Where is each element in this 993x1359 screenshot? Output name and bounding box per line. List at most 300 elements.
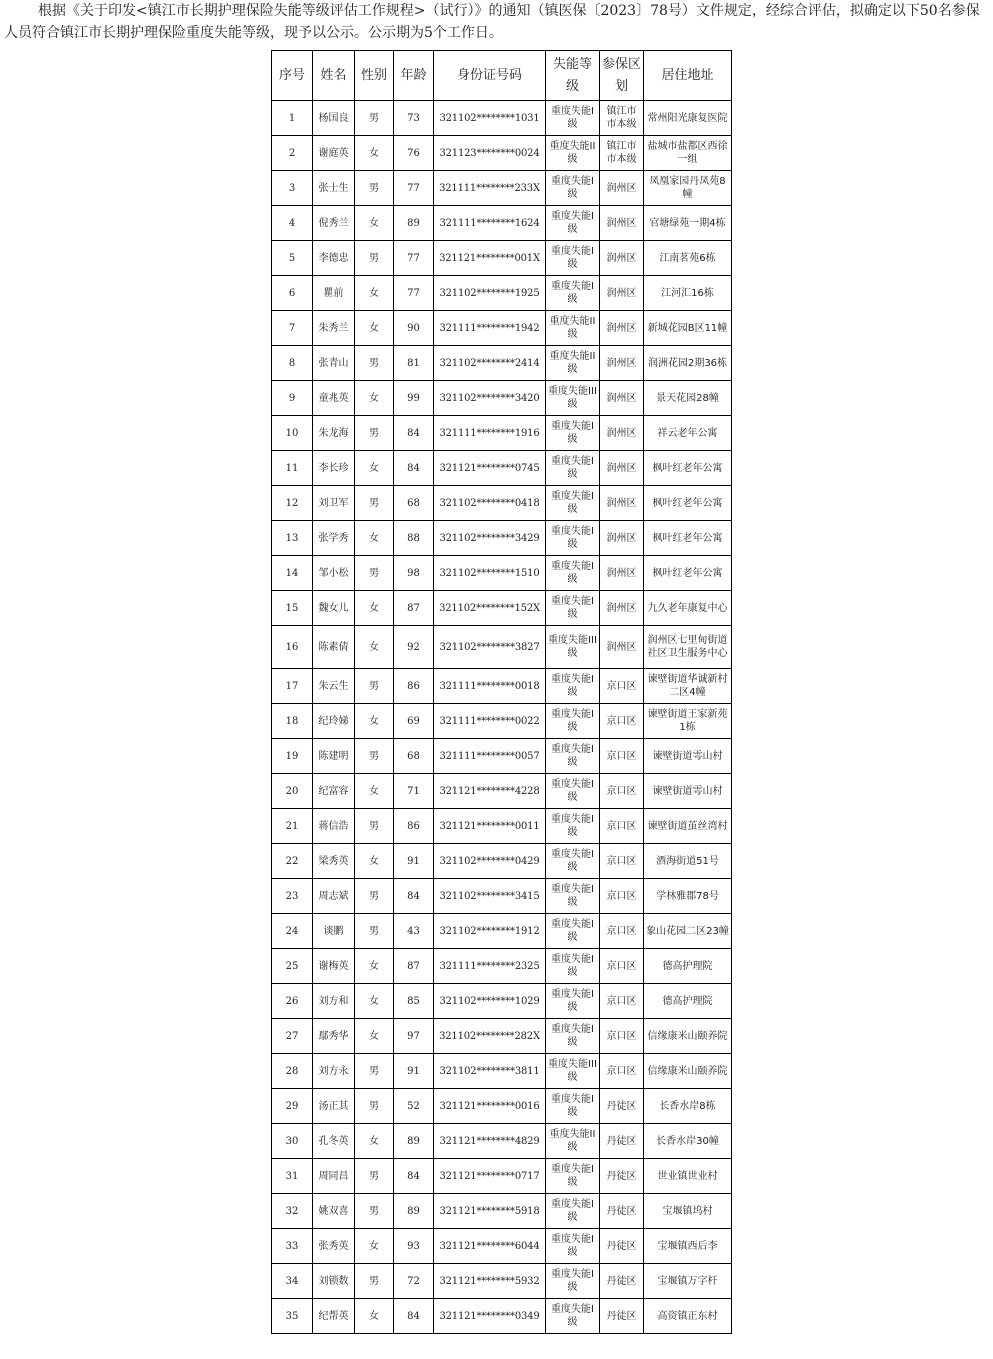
cell-name: 孔冬英 xyxy=(313,1124,355,1159)
cell-age: 85 xyxy=(394,984,434,1019)
cell-seq: 10 xyxy=(272,416,313,451)
cell-name: 魏女儿 xyxy=(313,591,355,626)
cell-seq: 33 xyxy=(272,1229,313,1264)
table-row xyxy=(272,206,732,241)
cell-seq: 29 xyxy=(272,1089,313,1124)
cell-id-number: 321121********001X xyxy=(434,241,546,276)
cell-gender: 女 xyxy=(355,591,394,626)
cell-address: 象山花园二区23幢 xyxy=(644,914,732,949)
cell-gender: 女 xyxy=(355,451,394,486)
cell-gender: 女 xyxy=(355,311,394,346)
header-name: 姓名 xyxy=(313,51,355,101)
cell-seq: 2 xyxy=(272,136,313,171)
cell-region: 润州区 xyxy=(600,521,644,556)
cell-gender: 女 xyxy=(355,136,394,171)
cell-id-number: 321111********1942 xyxy=(434,311,546,346)
cell-grade: 重度失能I级 xyxy=(546,1264,600,1299)
cell-region: 京口区 xyxy=(600,984,644,1019)
cell-age: 81 xyxy=(394,346,434,381)
cell-region: 润州区 xyxy=(600,276,644,311)
table-row xyxy=(272,556,732,591)
cell-seq: 23 xyxy=(272,879,313,914)
cell-seq: 35 xyxy=(272,1299,313,1334)
cell-seq: 14 xyxy=(272,556,313,591)
cell-seq: 4 xyxy=(272,206,313,241)
cell-seq: 5 xyxy=(272,241,313,276)
cell-name: 刘方永 xyxy=(313,1054,355,1089)
cell-gender: 女 xyxy=(355,276,394,311)
cell-name: 汤正其 xyxy=(313,1089,355,1124)
cell-grade: 重度失能III级 xyxy=(546,1054,600,1089)
cell-region: 京口区 xyxy=(600,739,644,774)
table-row xyxy=(272,774,732,809)
cell-seq: 12 xyxy=(272,486,313,521)
cell-address: 谏壁街道雩山村 xyxy=(644,774,732,809)
cell-gender: 女 xyxy=(355,949,394,984)
cell-grade: 重度失能I级 xyxy=(546,914,600,949)
cell-address: 凤凰家园丹凤苑8幢 xyxy=(644,171,732,206)
table-row xyxy=(272,486,732,521)
cell-name: 李德忠 xyxy=(313,241,355,276)
cell-id-number: 321111********0018 xyxy=(434,669,546,704)
cell-id-number: 321102********3415 xyxy=(434,879,546,914)
cell-address: 酒海街道51号 xyxy=(644,844,732,879)
cell-name: 李长珍 xyxy=(313,451,355,486)
cell-grade: 重度失能I级 xyxy=(546,844,600,879)
cell-name: 瞿前 xyxy=(313,276,355,311)
table-row xyxy=(272,346,732,381)
cell-name: 张青山 xyxy=(313,346,355,381)
cell-name: 朱秀兰 xyxy=(313,311,355,346)
cell-age: 89 xyxy=(394,1124,434,1159)
cell-seq: 17 xyxy=(272,669,313,704)
cell-region: 润州区 xyxy=(600,206,644,241)
cell-id-number: 321121********4829 xyxy=(434,1124,546,1159)
cell-gender: 男 xyxy=(355,101,394,136)
cell-id-number: 321111********233X xyxy=(434,171,546,206)
table-row xyxy=(272,1229,732,1264)
cell-gender: 女 xyxy=(355,774,394,809)
cell-id-number: 321111********0022 xyxy=(434,704,546,739)
table-row xyxy=(272,591,732,626)
cell-name: 姚双喜 xyxy=(313,1194,355,1229)
cell-region: 京口区 xyxy=(600,1054,644,1089)
cell-region: 京口区 xyxy=(600,704,644,739)
header-address: 居住地址 xyxy=(644,51,732,101)
cell-age: 98 xyxy=(394,556,434,591)
cell-region: 润州区 xyxy=(600,626,644,669)
cell-gender: 女 xyxy=(355,984,394,1019)
cell-age: 97 xyxy=(394,1019,434,1054)
cell-gender: 女 xyxy=(355,521,394,556)
table-row xyxy=(272,381,732,416)
cell-grade: 重度失能III级 xyxy=(546,626,600,669)
cell-age: 68 xyxy=(394,739,434,774)
cell-name: 杨国良 xyxy=(313,101,355,136)
cell-age: 91 xyxy=(394,1054,434,1089)
cell-region: 丹徒区 xyxy=(600,1194,644,1229)
cell-name: 谢庭英 xyxy=(313,136,355,171)
cell-id-number: 321102********2414 xyxy=(434,346,546,381)
cell-address: 学林雅郡78号 xyxy=(644,879,732,914)
cell-age: 92 xyxy=(394,626,434,669)
cell-name: 梁秀英 xyxy=(313,844,355,879)
cell-grade: 重度失能I级 xyxy=(546,774,600,809)
cell-id-number: 321102********1912 xyxy=(434,914,546,949)
table-row xyxy=(272,1264,732,1299)
cell-name: 刘锁数 xyxy=(313,1264,355,1299)
cell-region: 京口区 xyxy=(600,774,644,809)
cell-name: 邹小松 xyxy=(313,556,355,591)
cell-address: 宝堰镇坞村 xyxy=(644,1194,732,1229)
cell-id-number: 321121********0349 xyxy=(434,1299,546,1334)
table-row xyxy=(272,416,732,451)
cell-id-number: 321102********3420 xyxy=(434,381,546,416)
cell-name: 谢梅英 xyxy=(313,949,355,984)
cell-address: 盐城市盐都区西徐一组 xyxy=(644,136,732,171)
cell-grade: 重度失能I级 xyxy=(546,521,600,556)
cell-age: 99 xyxy=(394,381,434,416)
cell-address: 润州区七里甸街道社区卫生服务中心 xyxy=(644,626,732,669)
cell-gender: 男 xyxy=(355,416,394,451)
cell-age: 93 xyxy=(394,1229,434,1264)
cell-region: 京口区 xyxy=(600,809,644,844)
table-row xyxy=(272,521,732,556)
cell-id-number: 321121********0016 xyxy=(434,1089,546,1124)
cell-region: 京口区 xyxy=(600,844,644,879)
cell-gender: 女 xyxy=(355,704,394,739)
cell-region: 润州区 xyxy=(600,346,644,381)
cell-age: 76 xyxy=(394,136,434,171)
cell-gender: 女 xyxy=(355,206,394,241)
cell-gender: 女 xyxy=(355,626,394,669)
cell-name: 朱云生 xyxy=(313,669,355,704)
cell-grade: 重度失能I级 xyxy=(546,276,600,311)
cell-name: 周志斌 xyxy=(313,879,355,914)
roster-table xyxy=(271,50,732,1334)
cell-gender: 男 xyxy=(355,1159,394,1194)
cell-grade: 重度失能I级 xyxy=(546,556,600,591)
cell-address: 新城花园B区11幢 xyxy=(644,311,732,346)
cell-grade: 重度失能I级 xyxy=(546,1159,600,1194)
cell-region: 润州区 xyxy=(600,451,644,486)
cell-grade: 重度失能I级 xyxy=(546,879,600,914)
cell-grade: 重度失能II级 xyxy=(546,136,600,171)
cell-name: 周同昌 xyxy=(313,1159,355,1194)
cell-grade: 重度失能III级 xyxy=(546,381,600,416)
cell-seq: 26 xyxy=(272,984,313,1019)
cell-gender: 男 xyxy=(355,809,394,844)
table-row xyxy=(272,241,732,276)
cell-grade: 重度失能I级 xyxy=(546,1229,600,1264)
cell-id-number: 321111********0057 xyxy=(434,739,546,774)
cell-gender: 女 xyxy=(355,1124,394,1159)
cell-grade: 重度失能I级 xyxy=(546,486,600,521)
cell-name: 谈鹏 xyxy=(313,914,355,949)
cell-age: 68 xyxy=(394,486,434,521)
table-row xyxy=(272,669,732,704)
cell-region: 丹徒区 xyxy=(600,1299,644,1334)
cell-region: 镇江市市本级 xyxy=(600,101,644,136)
cell-grade: 重度失能I级 xyxy=(546,416,600,451)
header-age: 年龄 xyxy=(394,51,434,101)
cell-name: 纪玲娣 xyxy=(313,704,355,739)
cell-seq: 16 xyxy=(272,626,313,669)
cell-id-number: 321102********3429 xyxy=(434,521,546,556)
header-grade: 失能等级 xyxy=(546,51,600,101)
cell-gender: 男 xyxy=(355,1194,394,1229)
cell-gender: 男 xyxy=(355,486,394,521)
cell-address: 谏壁街道茧丝湾村 xyxy=(644,809,732,844)
cell-name: 刘方和 xyxy=(313,984,355,1019)
cell-grade: 重度失能II级 xyxy=(546,311,600,346)
cell-age: 52 xyxy=(394,1089,434,1124)
cell-seq: 31 xyxy=(272,1159,313,1194)
cell-address: 德高护理院 xyxy=(644,949,732,984)
cell-address: 常州阳光康复医院 xyxy=(644,101,732,136)
cell-region: 润州区 xyxy=(600,241,644,276)
cell-age: 87 xyxy=(394,591,434,626)
cell-id-number: 321102********0418 xyxy=(434,486,546,521)
cell-address: 谏壁街道雩山村 xyxy=(644,739,732,774)
table-row xyxy=(272,1019,732,1054)
table-row xyxy=(272,276,732,311)
cell-id-number: 321102********3827 xyxy=(434,626,546,669)
cell-name: 张士生 xyxy=(313,171,355,206)
cell-age: 89 xyxy=(394,1194,434,1229)
cell-address: 谏壁街道华诚新村二区4幢 xyxy=(644,669,732,704)
cell-region: 润州区 xyxy=(600,381,644,416)
cell-age: 71 xyxy=(394,774,434,809)
cell-region: 润州区 xyxy=(600,556,644,591)
cell-name: 纪富容 xyxy=(313,774,355,809)
cell-address: 长香水岸30幢 xyxy=(644,1124,732,1159)
table-row xyxy=(272,451,732,486)
cell-age: 84 xyxy=(394,416,434,451)
cell-grade: 重度失能I级 xyxy=(546,809,600,844)
cell-seq: 28 xyxy=(272,1054,313,1089)
cell-seq: 8 xyxy=(272,346,313,381)
cell-age: 89 xyxy=(394,206,434,241)
cell-id-number: 321121********5918 xyxy=(434,1194,546,1229)
cell-region: 镇江市市本级 xyxy=(600,136,644,171)
cell-address: 谏壁街道王家新苑1栋 xyxy=(644,704,732,739)
cell-id-number: 321102********282X xyxy=(434,1019,546,1054)
cell-grade: 重度失能I级 xyxy=(546,171,600,206)
cell-seq: 1 xyxy=(272,101,313,136)
cell-address: 宝堰镇西后李 xyxy=(644,1229,732,1264)
cell-id-number: 321121********0717 xyxy=(434,1159,546,1194)
cell-address: 世业镇世业村 xyxy=(644,1159,732,1194)
cell-seq: 19 xyxy=(272,739,313,774)
cell-id-number: 321102********1031 xyxy=(434,101,546,136)
cell-region: 京口区 xyxy=(600,914,644,949)
cell-age: 77 xyxy=(394,241,434,276)
cell-grade: 重度失能I级 xyxy=(546,451,600,486)
cell-gender: 男 xyxy=(355,241,394,276)
cell-grade: 重度失能II级 xyxy=(546,346,600,381)
table-row xyxy=(272,311,732,346)
cell-age: 69 xyxy=(394,704,434,739)
cell-age: 84 xyxy=(394,1299,434,1334)
cell-gender: 男 xyxy=(355,346,394,381)
cell-gender: 男 xyxy=(355,556,394,591)
cell-region: 丹徒区 xyxy=(600,1264,644,1299)
cell-age: 84 xyxy=(394,879,434,914)
cell-age: 84 xyxy=(394,451,434,486)
cell-region: 润州区 xyxy=(600,311,644,346)
cell-grade: 重度失能I级 xyxy=(546,241,600,276)
cell-id-number: 321111********1624 xyxy=(434,206,546,241)
cell-grade: 重度失能I级 xyxy=(546,1019,600,1054)
cell-seq: 15 xyxy=(272,591,313,626)
cell-gender: 男 xyxy=(355,739,394,774)
cell-age: 91 xyxy=(394,844,434,879)
notice-text: 根据《关于印发<镇江市长期护理保险失能等级评估工作规程>（试行）》的通知（镇医保〔2023〕78号）文件规定，经综合评估，拟确定以下50名参保人员符合镇江市长期护理保险重度失能等级，现予以公示。公示期为5个工作日。 xyxy=(4,3,980,41)
cell-region: 京口区 xyxy=(600,949,644,984)
cell-id-number: 321102********0429 xyxy=(434,844,546,879)
cell-name: 童兆英 xyxy=(313,381,355,416)
cell-seq: 24 xyxy=(272,914,313,949)
cell-address: 信缘康米山颐养院 xyxy=(644,1019,732,1054)
table-row xyxy=(272,1299,732,1334)
cell-address: 枫叶红老年公寓 xyxy=(644,556,732,591)
cell-region: 京口区 xyxy=(600,879,644,914)
cell-gender: 男 xyxy=(355,1089,394,1124)
cell-seq: 13 xyxy=(272,521,313,556)
cell-seq: 22 xyxy=(272,844,313,879)
cell-id-number: 321121********5932 xyxy=(434,1264,546,1299)
table-row xyxy=(272,844,732,879)
cell-name: 鄢秀华 xyxy=(313,1019,355,1054)
cell-id-number: 321102********1925 xyxy=(434,276,546,311)
cell-gender: 男 xyxy=(355,1054,394,1089)
table-row xyxy=(272,984,732,1019)
cell-gender: 女 xyxy=(355,844,394,879)
cell-name: 倪秀兰 xyxy=(313,206,355,241)
table-row xyxy=(272,101,732,136)
cell-age: 77 xyxy=(394,276,434,311)
cell-address: 景天花园28幢 xyxy=(644,381,732,416)
notice-paragraph xyxy=(4,0,989,44)
cell-region: 京口区 xyxy=(600,1019,644,1054)
cell-name: 蒋信浩 xyxy=(313,809,355,844)
table-row xyxy=(272,704,732,739)
cell-age: 90 xyxy=(394,311,434,346)
cell-name: 张秀英 xyxy=(313,1229,355,1264)
cell-age: 86 xyxy=(394,809,434,844)
cell-gender: 男 xyxy=(355,1264,394,1299)
cell-grade: 重度失能II级 xyxy=(546,1124,600,1159)
cell-grade: 重度失能I级 xyxy=(546,984,600,1019)
cell-grade: 重度失能I级 xyxy=(546,1194,600,1229)
cell-grade: 重度失能I级 xyxy=(546,949,600,984)
cell-address: 枫叶红老年公寓 xyxy=(644,521,732,556)
cell-id-number: 321121********0011 xyxy=(434,809,546,844)
cell-address: 九久老年康复中心 xyxy=(644,591,732,626)
cell-grade: 重度失能I级 xyxy=(546,101,600,136)
header-region: 参保区划 xyxy=(600,51,644,101)
cell-seq: 25 xyxy=(272,949,313,984)
header-seq: 序号 xyxy=(272,51,313,101)
table-row xyxy=(272,1124,732,1159)
cell-name: 纪帮英 xyxy=(313,1299,355,1334)
table-row xyxy=(272,739,732,774)
cell-age: 43 xyxy=(394,914,434,949)
cell-seq: 9 xyxy=(272,381,313,416)
table-header-row xyxy=(272,51,732,101)
table-body xyxy=(272,101,732,1334)
cell-address: 祥云老年公寓 xyxy=(644,416,732,451)
cell-grade: 重度失能I级 xyxy=(546,1089,600,1124)
cell-gender: 女 xyxy=(355,1229,394,1264)
cell-seq: 6 xyxy=(272,276,313,311)
cell-grade: 重度失能I级 xyxy=(546,739,600,774)
cell-gender: 男 xyxy=(355,669,394,704)
cell-address: 长香水岸8栋 xyxy=(644,1089,732,1124)
cell-id-number: 321121********0745 xyxy=(434,451,546,486)
cell-address: 宝堰镇万字杆 xyxy=(644,1264,732,1299)
table-row xyxy=(272,171,732,206)
cell-age: 84 xyxy=(394,1159,434,1194)
cell-gender: 女 xyxy=(355,1299,394,1334)
cell-region: 润州区 xyxy=(600,171,644,206)
cell-region: 京口区 xyxy=(600,669,644,704)
table-row xyxy=(272,949,732,984)
table-row xyxy=(272,1194,732,1229)
cell-name: 陈建明 xyxy=(313,739,355,774)
cell-seq: 18 xyxy=(272,704,313,739)
table-row xyxy=(272,626,732,669)
cell-address: 江河汇16栋 xyxy=(644,276,732,311)
cell-id-number: 321102********3811 xyxy=(434,1054,546,1089)
cell-region: 丹徒区 xyxy=(600,1089,644,1124)
header-gender: 性别 xyxy=(355,51,394,101)
table-row xyxy=(272,1159,732,1194)
cell-name: 陈素倩 xyxy=(313,626,355,669)
cell-region: 丹徒区 xyxy=(600,1229,644,1264)
cell-age: 73 xyxy=(394,101,434,136)
table-row xyxy=(272,809,732,844)
cell-region: 润州区 xyxy=(600,591,644,626)
cell-age: 72 xyxy=(394,1264,434,1299)
cell-seq: 27 xyxy=(272,1019,313,1054)
cell-region: 润州区 xyxy=(600,486,644,521)
cell-name: 刘卫军 xyxy=(313,486,355,521)
table-row xyxy=(272,1089,732,1124)
cell-address: 江南茗苑6栋 xyxy=(644,241,732,276)
cell-id-number: 321121********4228 xyxy=(434,774,546,809)
cell-name: 张学秀 xyxy=(313,521,355,556)
cell-seq: 21 xyxy=(272,809,313,844)
cell-id-number: 321102********152X xyxy=(434,591,546,626)
cell-id-number: 321111********1916 xyxy=(434,416,546,451)
cell-gender: 女 xyxy=(355,381,394,416)
table-row xyxy=(272,914,732,949)
cell-age: 88 xyxy=(394,521,434,556)
cell-address: 枫叶红老年公寓 xyxy=(644,486,732,521)
cell-age: 87 xyxy=(394,949,434,984)
cell-gender: 女 xyxy=(355,1019,394,1054)
cell-id-number: 321102********1029 xyxy=(434,984,546,1019)
cell-region: 丹徒区 xyxy=(600,1124,644,1159)
cell-address: 高资镇正东村 xyxy=(644,1299,732,1334)
cell-region: 润州区 xyxy=(600,416,644,451)
cell-grade: 重度失能I级 xyxy=(546,1299,600,1334)
cell-grade: 重度失能I级 xyxy=(546,669,600,704)
cell-address: 润洲花园2期36栋 xyxy=(644,346,732,381)
table-row xyxy=(272,879,732,914)
